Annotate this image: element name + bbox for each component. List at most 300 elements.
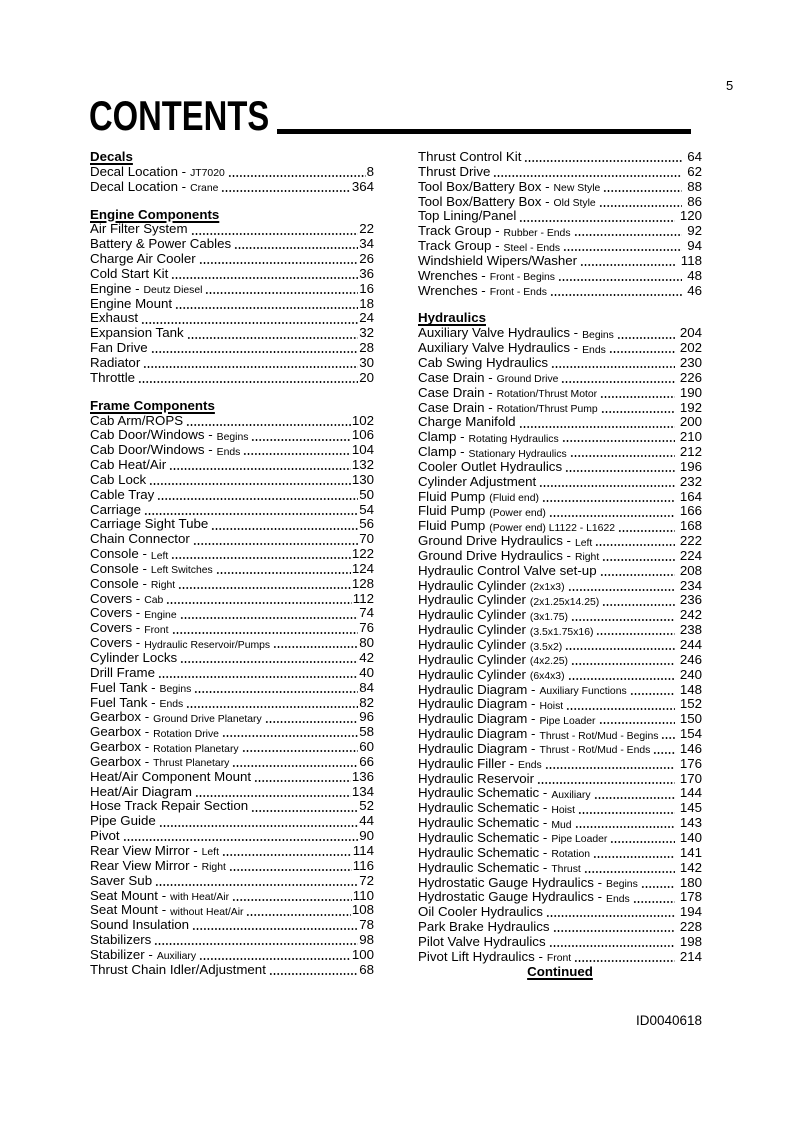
leader-dots-icon (254, 780, 351, 782)
leader-dots-icon (166, 602, 351, 604)
entry-page-number: 70 (359, 531, 374, 547)
entry-page-number: 86 (687, 193, 702, 209)
leader-dots-icon (519, 426, 675, 428)
toc-entry (90, 503, 374, 518)
leader-dots-icon (180, 661, 358, 663)
entry-page-number: 106 (351, 427, 374, 443)
entry-page-number: 20 (359, 369, 374, 385)
entry-sublabel: Begins (216, 431, 249, 443)
toc-entry (418, 269, 702, 284)
entry-label: Hydraulic Cylinder (418, 592, 526, 608)
entry-label: Sound Insulation (90, 917, 190, 933)
toc-entry (90, 473, 374, 488)
leader-dots-icon (205, 292, 358, 294)
entry-label: Cab Heat/Air (90, 457, 167, 473)
leader-dots-icon (565, 470, 675, 472)
toc-entry (90, 874, 374, 889)
entry-sublabel: Right (150, 580, 176, 592)
leader-dots-icon (618, 530, 675, 532)
entry-page-number: 44 (359, 813, 374, 829)
entry-label: Engine Mount (90, 295, 173, 311)
leader-dots-icon (221, 190, 350, 192)
entry-sublabel: Ground Drive Planetary (153, 713, 262, 725)
entry-sublabel: Thrust - Rot/Mud - Begins (539, 730, 659, 742)
entry-page-number: 100 (351, 946, 374, 962)
entry-label: Hydraulic Schematic - (418, 829, 548, 845)
toc-entry (418, 950, 702, 965)
entry-page-number: 150 (679, 711, 702, 727)
entry-page-number: 222 (679, 533, 702, 549)
entry-label: Hydraulic Diagram - (418, 711, 536, 727)
entry-sublabel: Right (574, 552, 600, 564)
entry-sublabel: Hoist (539, 700, 564, 712)
toc-entry (418, 653, 702, 668)
entry-sublabel: (Power end) (489, 507, 546, 519)
toc-entry (418, 772, 702, 787)
leader-dots-icon (594, 797, 675, 799)
toc-section (418, 150, 702, 298)
entry-label: Seat Mount - (90, 887, 167, 903)
entry-label: Charge Manifold (418, 414, 516, 430)
entry-page-number: 214 (679, 948, 702, 964)
leader-dots-icon (630, 693, 675, 695)
entry-sublabel: Front (546, 953, 572, 965)
entry-page-number: 210 (679, 429, 702, 445)
toc-entry (90, 282, 374, 297)
entry-page-number: 36 (359, 265, 374, 281)
leader-dots-icon (242, 750, 359, 752)
entry-label: Pivot (90, 828, 120, 844)
toc-entry (418, 239, 702, 254)
entry-sublabel: Deutz Diesel (143, 285, 203, 297)
entry-label: Case Drain - (418, 369, 493, 385)
leader-dots-icon (186, 706, 358, 708)
toc-entry (418, 386, 702, 401)
leader-dots-icon (199, 958, 351, 960)
entry-sublabel: (Fluid end) (489, 493, 539, 505)
entry-label: Hydrostatic Gauge Hydraulics - (418, 889, 603, 905)
entry-sublabel: Thrust (551, 864, 581, 876)
toc-entry (90, 577, 374, 592)
leader-dots-icon (138, 381, 358, 383)
toc-entry (418, 905, 702, 920)
entry-page-number: 64 (687, 149, 702, 164)
leader-dots-icon (574, 234, 683, 236)
leader-dots-icon (199, 262, 359, 264)
entry-label: Decal Location - (90, 163, 187, 179)
leader-dots-icon (493, 175, 682, 177)
leader-dots-icon (553, 930, 675, 932)
toc-entry (418, 284, 702, 299)
entry-label: Seat Mount - (90, 902, 167, 918)
entry-sublabel: Mud (551, 819, 572, 831)
leader-dots-icon (251, 810, 358, 812)
entry-page-number: 170 (679, 770, 702, 786)
entry-page-number: 88 (687, 178, 702, 194)
toc-entry (90, 297, 374, 312)
document-id: ID0040618 (635, 1013, 702, 1028)
entry-sublabel: Left (150, 550, 169, 562)
entry-label: Gearbox - (90, 709, 150, 725)
toc-entry (90, 666, 374, 681)
entry-page-number: 168 (679, 518, 702, 534)
leader-dots-icon (187, 337, 359, 339)
entry-page-number: 122 (351, 546, 374, 562)
entry-page-number: 108 (351, 902, 374, 918)
entry-page-number: 141 (679, 844, 702, 860)
entry-sublabel: Auxiliary Functions (539, 686, 627, 698)
leader-dots-icon (232, 765, 358, 767)
toc-entry (418, 475, 702, 490)
entry-page-number: 142 (679, 859, 702, 875)
entry-label: Gearbox - (90, 739, 150, 755)
leader-dots-icon (222, 854, 352, 856)
leader-dots-icon (575, 826, 675, 828)
entry-label: Fuel Tank - (90, 694, 156, 710)
entry-page-number: 28 (359, 340, 374, 356)
entry-label: Cylinder Adjustment (418, 473, 537, 489)
entry-page-number: 74 (359, 605, 374, 621)
leader-dots-icon (155, 884, 358, 886)
entry-label: Ground Drive Hydraulics - (418, 547, 571, 563)
entry-label: Cylinder Locks (90, 650, 178, 665)
toc-entry (90, 621, 374, 636)
entry-label: Clamp - (418, 429, 465, 445)
entry-label: Covers - (90, 605, 141, 621)
toc-entry (90, 532, 374, 547)
entry-sublabel: Hydraulic Reservoir/Pumps (144, 639, 271, 651)
entry-page-number: 26 (359, 251, 374, 267)
leader-dots-icon (603, 190, 682, 192)
leader-dots-icon (193, 543, 358, 545)
entry-label: Auxiliary Valve Hydraulics - (418, 340, 579, 356)
entry-page-number: 22 (359, 221, 374, 237)
leader-dots-icon (178, 587, 351, 589)
entry-page-number: 132 (351, 457, 374, 473)
leader-dots-icon (633, 901, 675, 903)
entry-label: Hydrostatic Gauge Hydraulics - (418, 874, 603, 890)
toc-entry (418, 608, 702, 623)
entry-page-number: 84 (359, 679, 374, 695)
entry-label: Track Group - (418, 223, 500, 239)
leader-dots-icon (571, 619, 675, 621)
leader-dots-icon (144, 513, 358, 515)
entry-label: Cab Door/Windows - (90, 427, 213, 443)
entry-label: Gearbox - (90, 724, 150, 740)
entry-sublabel: New Style (553, 183, 601, 195)
entry-sublabel: (4x2.25) (529, 656, 569, 668)
leader-dots-icon (542, 500, 675, 502)
entry-label: Hydraulic Diagram - (418, 740, 536, 756)
toc-entry (90, 252, 374, 267)
entry-page-number: 102 (351, 412, 374, 428)
entry-sublabel: (6x4x3) (529, 671, 565, 683)
entry-page-number: 92 (687, 223, 702, 239)
leader-dots-icon (519, 220, 674, 222)
toc-column-right (418, 150, 702, 979)
toc-entry (90, 237, 374, 252)
entry-sublabel: (3.5x2) (529, 641, 563, 653)
entry-sublabel: (2x1.25x14.25) (529, 596, 600, 608)
entry-page-number: 143 (679, 815, 702, 831)
entry-page-number: 96 (359, 709, 374, 725)
entry-page-number: 118 (680, 252, 702, 268)
entry-label: Hydraulic Cylinder (418, 607, 526, 623)
entry-label: Hydraulic Schematic - (418, 844, 548, 860)
entry-sublabel: Ends (216, 446, 241, 458)
toc-entry (418, 638, 702, 653)
toc-entry (418, 861, 702, 876)
entry-sublabel: Begins (582, 329, 614, 341)
entry-label: Cab Lock (90, 471, 147, 487)
entry-label: Hydraulic Schematic - (418, 859, 548, 875)
entry-page-number: 58 (359, 724, 374, 740)
entry-label: Cable Tray (90, 486, 155, 502)
entry-page-number: 30 (359, 354, 374, 370)
toc-entry (418, 816, 702, 831)
entry-label: Pipe Guide (90, 813, 156, 829)
entry-sublabel: Front - Begins (489, 272, 556, 284)
entry-label: Fluid Pump (418, 503, 486, 519)
leader-dots-icon (273, 646, 358, 648)
entry-sublabel: Begins (159, 684, 192, 696)
toc-entry (90, 889, 374, 904)
toc-entry (418, 371, 702, 386)
entry-label: Tool Box/Battery Box - (418, 178, 550, 194)
entry-page-number: 242 (679, 607, 702, 623)
entry-label: Case Drain - (418, 384, 493, 400)
entry-sublabel: JT7020 (190, 168, 225, 180)
entry-label: Stabilizers (90, 932, 152, 948)
entry-sublabel: Rotation (551, 849, 591, 861)
toc-entry (418, 846, 702, 861)
entry-sublabel: (3.5x1.75x16) (529, 626, 594, 638)
entry-page-number: 34 (359, 236, 374, 252)
entry-page-number: 148 (679, 681, 702, 697)
entry-label: Auxiliary Valve Hydraulics - (418, 325, 579, 341)
entry-sublabel: Rotation/Thrust Motor (496, 389, 598, 401)
entry-label: Clamp - (418, 444, 465, 460)
entry-page-number: 60 (359, 739, 374, 755)
toc-entry (418, 445, 702, 460)
leader-dots-icon (251, 439, 350, 441)
toc-entry (90, 740, 374, 755)
leader-dots-icon (568, 589, 675, 591)
entry-page-number: 178 (679, 889, 702, 905)
leader-dots-icon (234, 247, 358, 249)
entry-page-number: 204 (679, 325, 702, 341)
leader-dots-icon (584, 871, 675, 873)
entry-sublabel: (3x1.75) (529, 611, 569, 623)
leader-dots-icon (578, 812, 675, 814)
toc-entry (90, 488, 374, 503)
entry-label: Hydraulic Schematic - (418, 815, 548, 831)
continued-label: Continued (527, 963, 593, 979)
entry-label: Wrenches - (418, 267, 486, 283)
leader-dots-icon (617, 337, 675, 339)
entry-page-number: 238 (679, 622, 702, 638)
toc-entry (90, 710, 374, 725)
entry-label: Covers - (90, 590, 141, 606)
entry-page-number: 190 (679, 384, 702, 400)
toc-entry (418, 712, 702, 727)
toc-entry (418, 564, 702, 579)
leader-dots-icon (186, 424, 351, 426)
entry-sublabel: Begins (606, 879, 638, 890)
leader-dots-icon (610, 841, 674, 843)
entry-label: Cooler Outlet Hydraulics (418, 458, 563, 474)
leader-dots-icon (602, 604, 675, 606)
leader-dots-icon (180, 617, 359, 619)
entry-page-number: 66 (359, 753, 374, 769)
leader-dots-icon (123, 839, 359, 841)
entry-page-number: 90 (359, 828, 374, 844)
entry-page-number: 62 (687, 163, 702, 179)
leader-dots-icon (549, 945, 675, 947)
toc-entry (90, 770, 374, 785)
entry-page-number: 56 (359, 516, 374, 532)
entry-label: Hydraulic Schematic - (418, 785, 548, 801)
entry-page-number: 72 (359, 872, 374, 888)
entry-page-number: 202 (679, 340, 702, 356)
entry-label: Case Drain - (418, 399, 493, 415)
toc-entry (90, 414, 374, 429)
entry-label: Fluid Pump (418, 488, 486, 504)
toc-entry (90, 606, 374, 621)
leader-dots-icon (599, 722, 675, 724)
entry-label: Cab Arm/ROPS (90, 412, 184, 428)
entry-label: Stabilizer - (90, 946, 153, 962)
toc-entry (418, 920, 702, 935)
leader-dots-icon (141, 322, 358, 324)
entry-label: Thrust Drive (418, 163, 491, 179)
entry-page-number: 130 (351, 471, 374, 487)
toc-right-sections (418, 150, 702, 965)
entry-page-number: 146 (679, 740, 702, 756)
entry-sublabel: Rotation Drive (153, 728, 219, 740)
section-header: Decals (90, 149, 133, 164)
toc-entry (90, 517, 374, 532)
toc-section (418, 311, 702, 964)
entry-page-number: 244 (679, 637, 702, 652)
leader-dots-icon (546, 915, 675, 917)
entry-sublabel: without Heat/Air (170, 906, 244, 918)
toc-entry (90, 165, 374, 180)
entry-sublabel: Ends (606, 893, 630, 905)
entry-label: Expansion Tank (90, 325, 184, 341)
entry-label: Hose Track Repair Section (90, 798, 249, 814)
entry-sublabel: Left (574, 537, 593, 549)
leader-dots-icon (566, 708, 675, 710)
entry-page-number: 94 (687, 238, 702, 254)
leader-dots-icon (222, 735, 358, 737)
entry-page-number: 176 (679, 755, 702, 771)
entry-page-number: 240 (679, 666, 702, 682)
toc-entry (90, 933, 374, 948)
leader-dots-icon (228, 175, 366, 177)
entry-sublabel: Cab (144, 595, 164, 607)
toc-entry (418, 579, 702, 594)
entry-sublabel: Right (201, 862, 226, 874)
leader-dots-icon (653, 752, 674, 754)
entry-page-number: 82 (359, 694, 374, 710)
entry-sublabel: Ground Drive (496, 374, 559, 386)
entry-label: Hydraulic Cylinder (418, 577, 526, 593)
toc-entry (418, 401, 702, 416)
entry-page-number: 124 (351, 560, 374, 576)
toc-entry (418, 668, 702, 683)
toc-entry (90, 371, 374, 386)
entry-page-number: 104 (351, 442, 374, 458)
entry-label: Covers - (90, 620, 141, 636)
toc-entry (418, 623, 702, 638)
leader-dots-icon (593, 856, 675, 858)
leader-dots-icon (216, 572, 351, 574)
entry-label: Cab Door/Windows - (90, 442, 213, 458)
entry-sublabel: Steel - Ends (503, 242, 561, 254)
toc-entry (90, 681, 374, 696)
entry-page-number: 226 (679, 369, 702, 385)
entry-label: Heat/Air Diagram (90, 783, 192, 799)
section-header: Frame Components (90, 397, 215, 413)
entry-page-number: 234 (679, 577, 702, 593)
leader-dots-icon (661, 737, 674, 739)
toc-columns (90, 150, 702, 979)
entry-sublabel: Left (201, 847, 219, 859)
entry-label: Throttle (90, 369, 136, 385)
entry-label: Fan Drive (90, 340, 148, 356)
entry-page-number: 80 (359, 635, 374, 651)
entry-page-number: 46 (687, 282, 702, 298)
leader-dots-icon (600, 574, 675, 576)
leader-dots-icon (600, 396, 675, 398)
leader-dots-icon (157, 498, 358, 500)
entry-label: Console - (90, 575, 147, 591)
entry-sublabel: Ends (518, 760, 542, 772)
entry-page-number: 164 (679, 488, 702, 504)
entry-sublabel: Engine (144, 609, 177, 621)
entry-sublabel: Pipe Loader (551, 834, 608, 846)
leader-dots-icon (194, 691, 358, 693)
entry-page-number: 8 (366, 163, 374, 179)
section-header: Engine Components (90, 206, 220, 222)
leader-dots-icon (269, 973, 358, 975)
entry-label: Charge Air Cooler (90, 251, 196, 267)
entry-label: Hydraulic Cylinder (418, 651, 526, 667)
entry-label: Cab Swing Hydraulics (418, 354, 549, 370)
entry-label: Saver Sub (90, 872, 153, 888)
leader-dots-icon (154, 943, 358, 945)
leader-dots-icon (537, 782, 675, 784)
entry-label: Battery & Power Cables (90, 236, 232, 252)
entry-sublabel: Stationary Hydraulics (468, 448, 567, 460)
leader-dots-icon (574, 960, 675, 962)
title-underline (277, 129, 691, 134)
entry-page-number: 76 (359, 620, 374, 636)
entry-label: Hydraulic Diagram - (418, 681, 536, 697)
entry-page-number: 196 (679, 458, 702, 474)
entry-page-number: 144 (679, 785, 702, 801)
toc-entry (90, 696, 374, 711)
entry-label: Drill Frame (90, 664, 156, 680)
entry-label: Console - (90, 546, 147, 562)
entry-page-number: 230 (679, 354, 702, 370)
entry-label: Park Brake Hydraulics (418, 919, 550, 935)
entry-label: Exhaust (90, 310, 139, 326)
toc-entry (90, 222, 374, 237)
entry-label: Heat/Air Component Mount (90, 768, 252, 784)
toc-entry (418, 593, 702, 608)
